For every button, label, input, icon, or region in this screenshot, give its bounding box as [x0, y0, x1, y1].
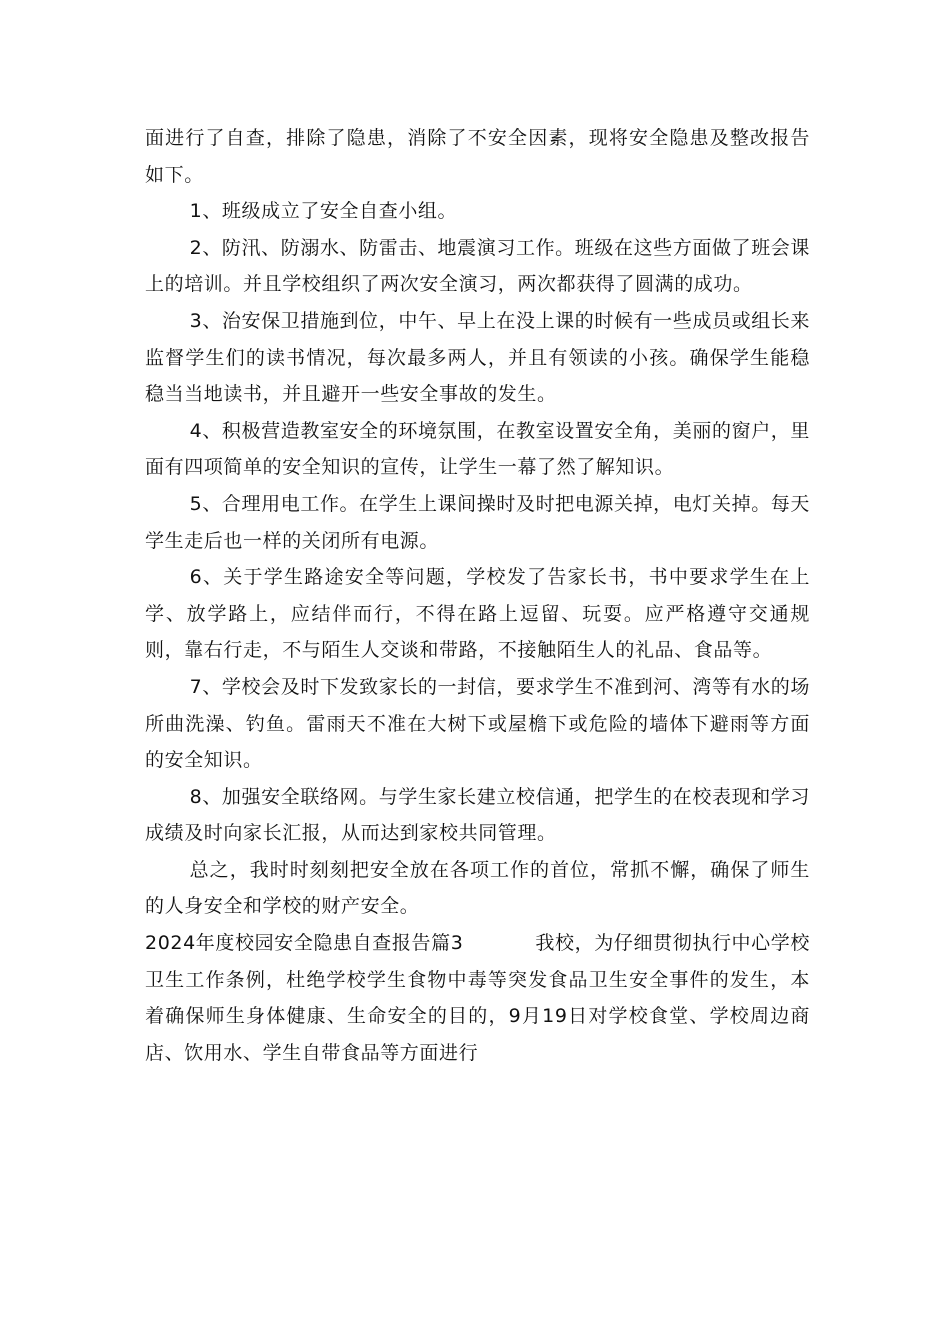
section-3-paragraph [145, 925, 810, 1071]
item-8-paragraph: 8、加强安全联络网。与学生家长建立校信通，把学生的在校表现和学习成绩及时向家长汇报，从而达到家校共同管理。 [145, 785, 810, 845]
item-1-paragraph: 1、班级成立了安全自查小组。 [189, 200, 458, 223]
item-4-paragraph: 4、积极营造教室安全的环境氛围，在教室设置安全角，美丽的窗户，里面有四项简单的安全知识的宣传，让学生一幕了然了解知识。 [145, 419, 810, 479]
item-2-paragraph: 2、防汛、防溺水、防雷击、地震演习工作。班级在这些方面做了班会课上的培训。并且学校组织了两次安全演习，两次都获得了圆满的成功。 [145, 236, 810, 296]
item-5-paragraph: 5、合理用电工作。在学生上课间操时及时把电源关掉，电灯关掉。每天学生走后也一样的关闭所有电源。 [145, 492, 810, 552]
item-3-paragraph: 3、治安保卫措施到位，中午、早上在没上课的时候有一些成员或组长来监督学生们的读书情况，每次最多两人，并且有领读的小孩。确保学生能稳稳当当地读书，并且避开一些安全事故的发生。 [145, 309, 810, 406]
section-3-text: 我校，为仔细贯彻执行中心学校卫生工作条例，杜绝学校学生食物中毒等突发食品卫生安全事件的发生，本着确保师生身体健康、生命安全的目的，9月19日对学校食堂、学校周边商店、饮用水、学生自带食品等方面进行 [145, 932, 810, 1064]
summary-paragraph: 总之，我时时刻刻把安全放在各项工作的首位，常抓不懈，确保了师生的人身安全和学校的财产安全。 [145, 858, 810, 918]
section-3-title: 2024年度校园安全隐患自查报告篇3 [145, 932, 464, 955]
item-7-paragraph: 7、学校会及时下发致家长的一封信，要求学生不准到河、湾等有水的场所曲洗澡、钓鱼。雷雨天不准在大树下或屋檐下或危险的墙体下避雨等方面的安全知识。 [145, 675, 810, 772]
intro-paragraph: 面进行了自查，排除了隐患，消除了不安全因素，现将安全隐患及整改报告如下。 [145, 127, 810, 186]
document-body [145, 120, 810, 1071]
item-6-paragraph: 6、关于学生路途安全等问题，学校发了告家长书，书中要求学生在上学、放学路上，应结伴而行，不得在路上逗留、玩耍。应严格遵守交通规则，靠右行走，不与陌生人交谈和带路，不接触陌生人的礼品、食品等。 [145, 566, 810, 662]
